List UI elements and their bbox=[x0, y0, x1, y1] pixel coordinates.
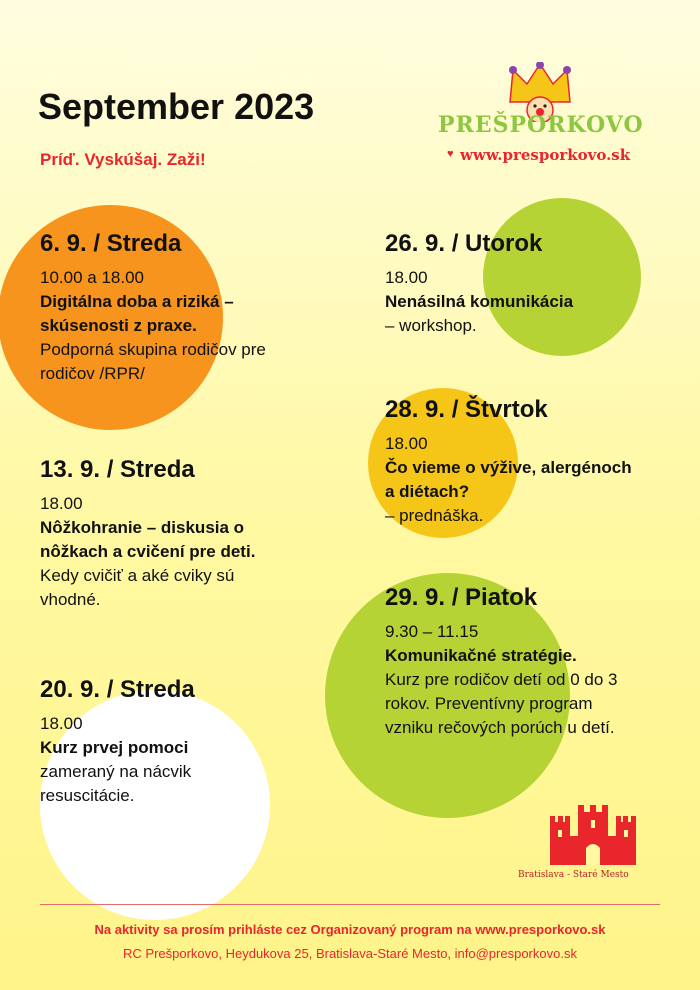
castle-icon bbox=[548, 800, 638, 865]
event-time: 18.00 bbox=[40, 714, 83, 733]
footer-contact: RC Prešporkovo, Heydukova 25, Bratislava-Staré Mesto, info@presporkovo.sk bbox=[123, 946, 577, 961]
event-title: Digitálna doba a riziká – skúsenosti z praxe. bbox=[40, 292, 234, 335]
event-card bbox=[385, 584, 630, 740]
event-time: 18.00 bbox=[385, 434, 428, 453]
event-description: – workshop. bbox=[385, 316, 477, 335]
event-description: Kurz pre rodičov detí od 0 do 3 rokov. Preventívny program vzniku rečových porúch u detí. bbox=[385, 670, 618, 737]
heart-icon: ♥ bbox=[447, 148, 454, 160]
tagline: Príď. Vyskúšaj. Zaži! bbox=[40, 150, 206, 169]
footer-registration: Na aktivity sa prosím prihláste cez Organizovaný program na www.presporkovo.sk bbox=[94, 922, 606, 937]
logo-url: www.presporkovo.sk bbox=[460, 146, 631, 164]
event-time: 9.30 – 11.15 bbox=[385, 622, 479, 641]
event-card bbox=[385, 230, 655, 338]
event-time: 18.00 bbox=[385, 268, 428, 287]
event-card bbox=[385, 396, 645, 528]
event-title: Kurz prvej pomoci bbox=[40, 738, 189, 757]
event-title: Nôžkohranie – diskusia o nôžkach a cvičení pre deti. bbox=[40, 518, 256, 561]
footer-divider bbox=[40, 904, 660, 905]
event-description: Podporná skupina rodičov pre rodičov /RPR/ bbox=[40, 340, 266, 383]
event-description: – prednáška. bbox=[385, 506, 484, 525]
event-description: Kedy cvičiť a aké cviky sú vhodné. bbox=[40, 566, 235, 609]
event-card bbox=[40, 456, 295, 612]
event-description: zameraný na nácvik resuscitácie. bbox=[40, 762, 192, 805]
event-date: 13. 9. / Streda bbox=[40, 456, 195, 483]
event-date: 6. 9. / Streda bbox=[40, 230, 182, 257]
event-card bbox=[40, 676, 270, 808]
event-card bbox=[40, 230, 305, 386]
presporkovo-logo bbox=[435, 62, 660, 172]
page-title: September 2023 bbox=[38, 86, 315, 127]
event-date: 20. 9. / Streda bbox=[40, 676, 195, 703]
event-date: 28. 9. / Štvrtok bbox=[385, 396, 548, 423]
castle-label: Bratislava - Staré Mesto bbox=[518, 870, 629, 880]
event-time: 18.00 bbox=[40, 494, 83, 513]
event-title: Komunikačné stratégie. bbox=[385, 646, 577, 665]
logo-wordmark: PREŠPORKOVO bbox=[438, 112, 644, 138]
event-time: 10.00 a 18.00 bbox=[40, 268, 144, 287]
event-title: Čo vieme o výžive, alergénoch a diétach? bbox=[385, 458, 632, 501]
event-title: Nenásilná komunikácia bbox=[385, 292, 574, 311]
event-date: 26. 9. / Utorok bbox=[385, 230, 543, 257]
event-date: 29. 9. / Piatok bbox=[385, 584, 538, 611]
